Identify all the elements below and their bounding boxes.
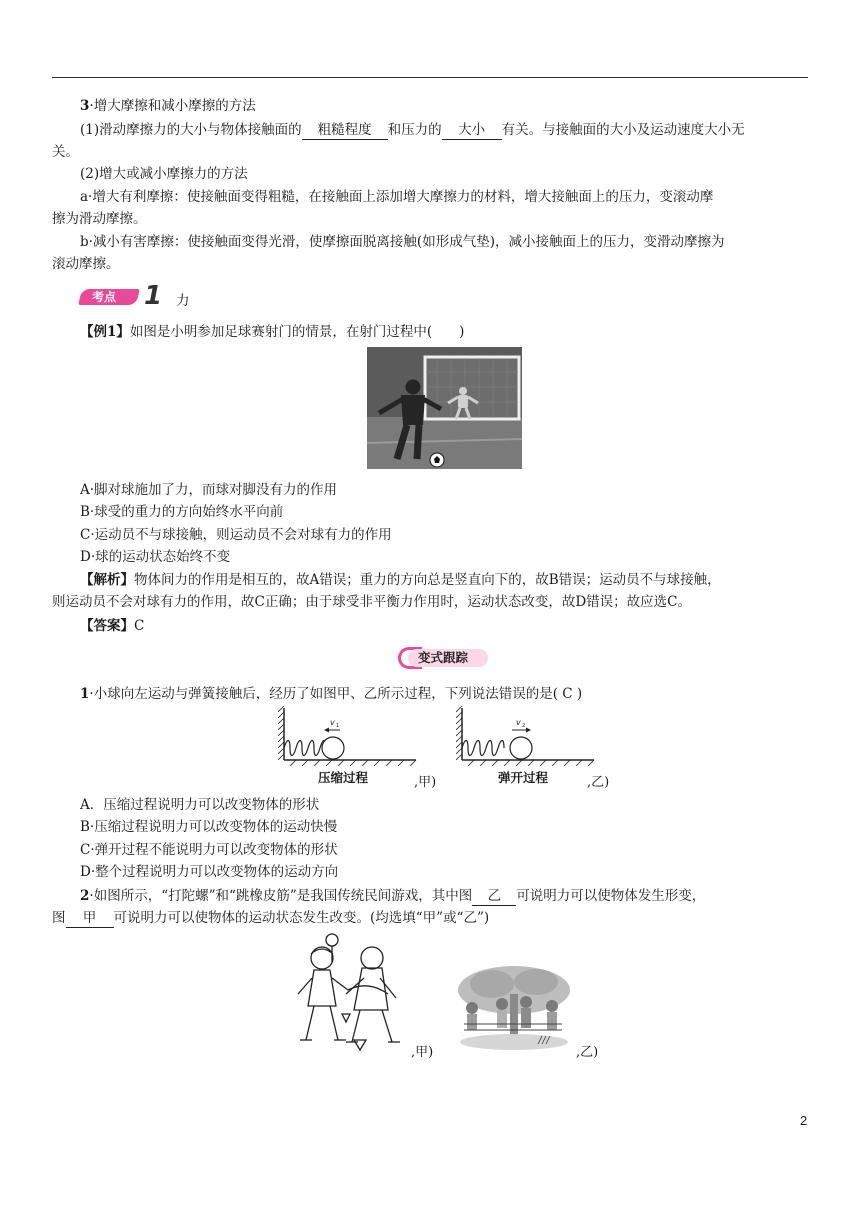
section-3-number: 3 bbox=[80, 98, 90, 114]
velocity-subscript-1: 1 bbox=[336, 723, 340, 729]
section-3-paragraph-1-cont: 关。 bbox=[52, 144, 79, 160]
question-2-line1 bbox=[52, 886, 808, 906]
kaodian-badge-label: 考点 bbox=[92, 290, 117, 304]
p1-text-after: 有关。与接触面的大小及运动速度大小无 bbox=[501, 122, 745, 138]
answer-blank-roughness: 粗糙程度 bbox=[302, 122, 388, 140]
spring-figure-compression bbox=[278, 706, 418, 766]
answer-blank-deformation: 乙 bbox=[472, 888, 516, 906]
example-1-answer bbox=[52, 616, 808, 636]
section-3-item-a-line1: a·增大有利摩擦：使接触面变得粗糙，在接触面上添加增大摩擦力的材料，增大接触面上的压力，变滚动摩 bbox=[80, 189, 714, 205]
velocity-label-v2: v bbox=[516, 718, 521, 727]
p1-text-mid: 和压力的 bbox=[387, 122, 442, 138]
question-1-option-b: B·压缩过程说明力可以改变物体的运动快慢 bbox=[80, 819, 338, 835]
caption-compression: 压缩过程 bbox=[318, 770, 369, 785]
velocity-label-v1: v bbox=[330, 718, 335, 727]
section-3-paragraph-1 bbox=[52, 120, 808, 140]
example-1-option-a: A·脚对球施加了力，而球对脚没有力的作用 bbox=[80, 482, 338, 498]
answer-blank-magnitude: 大小 bbox=[442, 122, 502, 140]
section-3-paragraph-2: (2)增大或减小摩擦力的方法 bbox=[80, 166, 248, 182]
section-3-item-a-line2: 擦为滑动摩擦。 bbox=[52, 211, 147, 227]
answer-value: C bbox=[134, 618, 145, 634]
figure-tag-jia-2: ,甲) bbox=[411, 1045, 434, 1060]
section-3-heading bbox=[52, 96, 808, 116]
question-2-text-4: 可说明力可以使物体的运动状态发生改变。(均选填“甲”或“乙”) bbox=[113, 910, 490, 926]
header-rule bbox=[52, 77, 808, 78]
spring-figure-release bbox=[456, 706, 596, 766]
page-number: 2 bbox=[800, 1113, 808, 1128]
question-2-number: 2 bbox=[80, 888, 90, 904]
example-1-stem bbox=[52, 322, 808, 342]
example-1-option-d: D·球的运动状态始终不变 bbox=[80, 549, 231, 565]
section-3-item-b-line2: 滚动摩擦。 bbox=[52, 256, 120, 272]
analysis-label: 【解析】 bbox=[80, 572, 134, 588]
section-3-title: ·增大摩擦和减小摩擦的方法 bbox=[89, 98, 256, 114]
answer-blank-motion-state: 甲 bbox=[66, 910, 114, 928]
example-1-analysis-line1 bbox=[52, 570, 808, 590]
question-1-stem-text: ·小球向左运动与弹簧接触后，经历了如图甲、乙所示过程，下列说法错误的是( C ) bbox=[89, 686, 583, 702]
rubber-band-jumping-illustration bbox=[454, 964, 574, 1052]
spinning-top-illustration bbox=[292, 928, 410, 1054]
p1-text-before: (1)滑动摩擦力的大小与物体接触面的 bbox=[80, 122, 302, 138]
soccer-photo bbox=[367, 347, 522, 469]
kaodian-badge-number: 1 bbox=[144, 281, 163, 311]
example-1-option-c: C·运动员不与球接触，则运动员不会对球有力的作用 bbox=[80, 527, 392, 543]
figure-tag-yi-1: ,乙) bbox=[587, 775, 610, 790]
velocity-subscript-2: 2 bbox=[522, 723, 526, 729]
section-3-item-b-line1: b·减小有害摩擦：使接触面变得光滑，使摩擦面脱离接触(如形成气垫)，减小接触面上的压力，变滑动摩擦为 bbox=[80, 234, 725, 250]
example-1-analysis-line2: 则运动员不会对球有力的作用，故C正确；由于球受非平衡力作用时，运动状态改变，故D错误；故应选C。 bbox=[52, 594, 691, 610]
example-1-stem-text: 如图是小明参加足球赛射门的情景，在射门过程中( ) bbox=[129, 324, 465, 340]
kaodian-title: 力 bbox=[176, 293, 190, 309]
caption-release: 弹开过程 bbox=[498, 770, 549, 785]
question-1-stem bbox=[52, 684, 808, 704]
figure-tag-yi-2: ,乙) bbox=[576, 1045, 599, 1060]
example-1-label: 【例1】 bbox=[80, 324, 130, 340]
question-2-text-2: 可说明力可以使物体发生形变， bbox=[516, 888, 706, 904]
question-2-line2 bbox=[52, 908, 808, 928]
question-2-text-3: 图 bbox=[52, 910, 66, 926]
example-1-option-b: B·球受的重力的方向始终水平向前 bbox=[80, 504, 284, 520]
figure-tag-jia-1: ,甲) bbox=[414, 775, 437, 790]
question-2-text-1: ·如图所示，“打陀螺”和“跳橡皮筋”是我国传统民间游戏，其中图 bbox=[89, 888, 473, 904]
question-1-option-c: C·弹开过程不能说明力可以改变物体的形状 bbox=[80, 842, 338, 858]
question-1-option-a: A．压缩过程说明力可以改变物体的形状 bbox=[80, 797, 320, 813]
question-1-option-d: D·整个过程说明力可以改变物体的运动方向 bbox=[80, 864, 339, 880]
kaodian-badge bbox=[80, 281, 172, 311]
answer-label: 【答案】 bbox=[80, 618, 134, 634]
bianshi-badge bbox=[398, 646, 492, 670]
question-1-number: 1 bbox=[80, 686, 90, 702]
bianshi-badge-label: 变式跟踪 bbox=[418, 650, 469, 665]
analysis-text-1: 物体间力的作用是相互的，故A错误；重力的方向总是竖直向下的，故B错误；运动员不与球接触， bbox=[134, 572, 721, 588]
